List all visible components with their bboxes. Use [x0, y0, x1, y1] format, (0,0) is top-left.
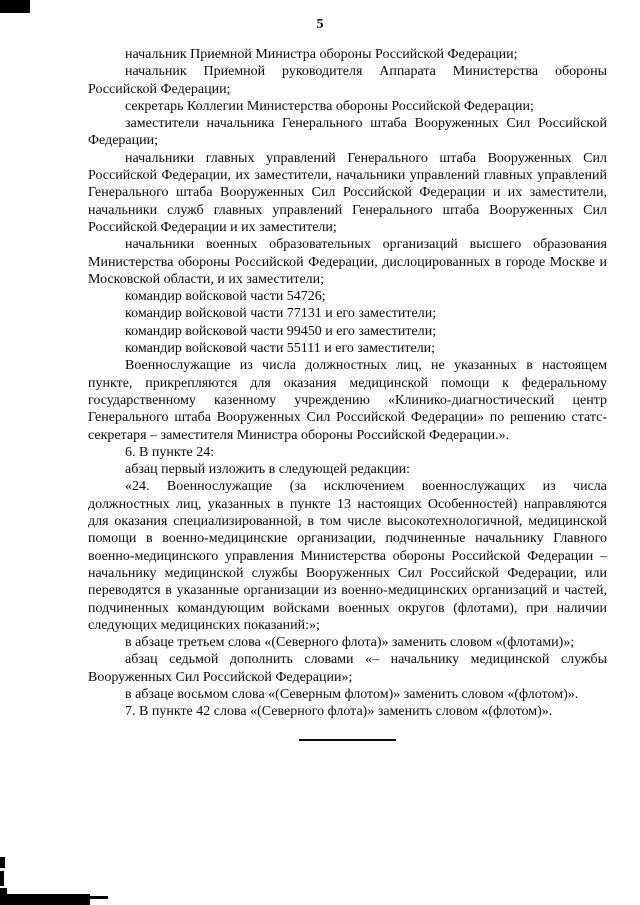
paragraph: командир войсковой части 99450 и его заместители;	[125, 323, 437, 339]
paragraph: командир войсковой части 54726;	[125, 289, 326, 305]
paragraph: абзац седьмой дополнить словами «– начальнику медицинской службы Вооруженных Сил Российской Федерации»;	[88, 652, 607, 685]
paragraph: Военнослужащие из числа должностных лиц, не указанных в настоящем пункте, прикрепляются для оказания медицинской помощи к федеральному государственному казенному учреждению «Клинико-диагностический центр Генерального штаба Вооруженных Сил Российской Федерации» по решению статс-секретаря – заместителя Министра обороны Российской Федерации.».	[88, 358, 607, 443]
paragraph: начальник Приемной руководителя Аппарата Министерства обороны Российской Федерации;	[88, 64, 607, 97]
paragraph: секретарь Коллегии Министерства обороны Российской Федерации;	[125, 98, 534, 114]
paragraph: 7. В пункте 42 слова «(Северного флота)» заменить словом «(флотом)».	[125, 704, 553, 720]
document-body	[88, 46, 607, 741]
paragraph: начальники военных образовательных организаций высшего образования Министерства обороны Российской Федерации, дислоцированных в городе Москве и Московской области, и их заместители;	[88, 237, 607, 287]
scan-artifact	[0, 857, 5, 868]
paragraph: в абзаце восьмом слова «(Северным флотом)» заменить словом «(флотом)».	[125, 686, 579, 702]
scan-artifact	[90, 896, 108, 899]
paragraph: 6. В пункте 24:	[125, 444, 215, 460]
paragraph: в абзаце третьем слова «(Северного флота)» заменить словом «(флотами)»;	[125, 635, 575, 651]
paragraph: командир войсковой части 77131 и его заместители;	[125, 306, 437, 322]
paragraph: абзац первый изложить в следующей редакции:	[125, 462, 411, 478]
page-number: 5	[316, 17, 324, 32]
paragraph: заместители начальника Генерального штаба Вооруженных Сил Российской Федерации;	[88, 116, 607, 149]
scan-artifact	[0, 871, 4, 886]
paragraph: «24. Военнослужащие (за исключением военнослужащих из числа должностных лиц, указанных в пункте 13 настоящих Особенностей) направляются для оказания специализированной, в том числе высокотехнологичной, медицинской помощи в военно-медицинские организации, подчиненные начальнику Главного военно-медицинского управления Министерства обороны Российской Федерации – начальнику медицинской службы Вооруженных Сил Российской Федерации, или переводятся в указанные организации из военно-медицинских организаций и частей, подчиненных командующим войсками военных округов (флотами), при наличии следующих медицинских показаний:»;	[88, 479, 607, 633]
end-of-text-rule	[299, 739, 396, 741]
scan-artifact	[0, 0, 30, 13]
paragraph: начальники главных управлений Генерального штаба Вооруженных Сил Российской Федерации, их заместители, начальники управлений главных управлений Генерального штаба Вооруженных Сил Российской Федерации и их заместители, начальники служб главных управлений Генерального штаба Вооруженных Сил Российской Федерации и их заместители;	[88, 150, 607, 235]
scan-artifact	[0, 894, 90, 905]
paragraph: начальник Приемной Министра обороны Российской Федерации;	[125, 47, 518, 62]
paragraph: командир войсковой части 55111 и его заместители;	[125, 341, 436, 357]
